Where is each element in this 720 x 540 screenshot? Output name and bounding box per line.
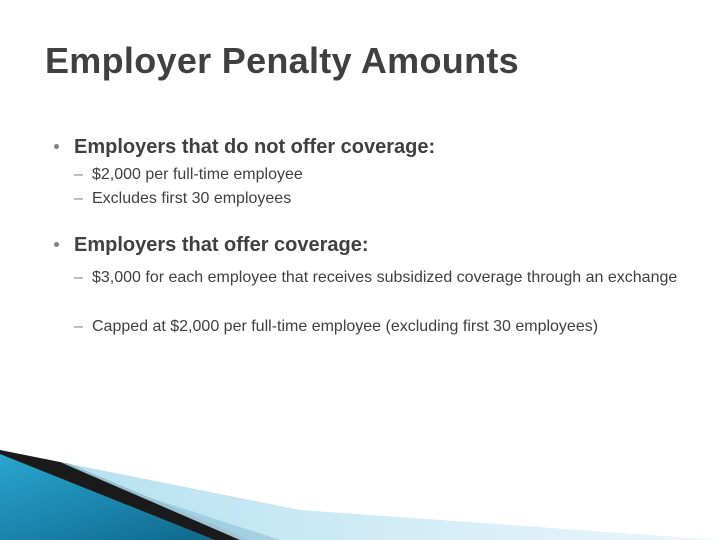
sub-bullet-text: Excludes first 30 employees [92, 190, 292, 207]
sub-bullet-text: Capped at $2,000 per full-time employee (excluding first 30 employees) [92, 318, 599, 335]
sub-bullet-text: $2,000 per full-time employee [92, 166, 303, 183]
decorative-swoosh [0, 440, 720, 540]
sub-bullet-text: $3,000 for each employee that receives subsidized coverage through an exchange [92, 269, 678, 286]
dash-icon: – [74, 166, 83, 183]
bullet-2-text: Employers that offer coverage: [74, 234, 369, 256]
bullet-1-text: Employers that do not offer coverage: [74, 136, 436, 158]
bullet-dot-icon [54, 144, 59, 149]
dash-icon: – [74, 190, 83, 207]
dash-icon: – [74, 269, 83, 286]
dash-icon: – [74, 318, 83, 335]
bullet-dot-icon [54, 242, 59, 247]
slide-title: Employer Penalty Amounts [45, 40, 519, 81]
